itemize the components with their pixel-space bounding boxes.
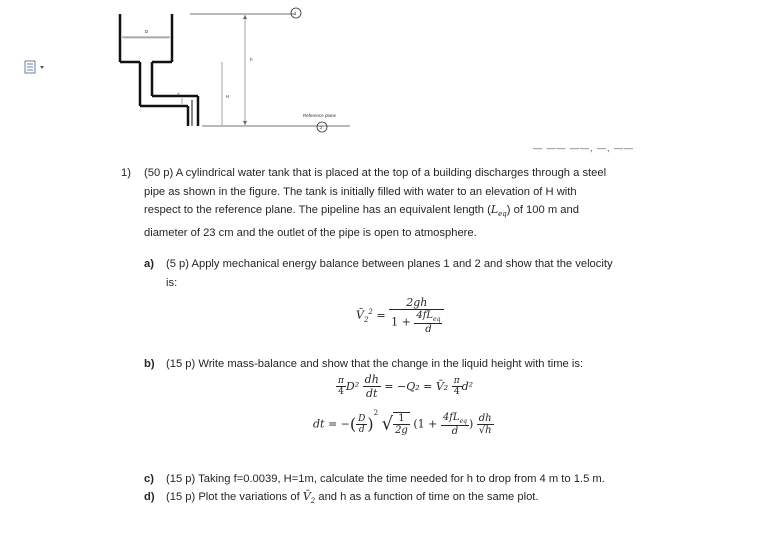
part-c-text: (15 p) Taking f=0.0039, H=1m, calculate the time needed for h to drop from 4 m to 1.5 m. — [166, 473, 605, 485]
reference-plane-label: Reference plane — [303, 113, 337, 118]
part-d-text: (15 p) Plot the variations of $V̄_2$ and h as a function of time on the same plot. — [166, 490, 539, 506]
part-b-label: b) — [144, 358, 155, 370]
part-b-text: (15 p) Write mass-balance and show that the change in the liquid height with time is: — [166, 358, 584, 370]
figure-label-H: H — [226, 94, 230, 99]
header-fragment: — —— ——, —, —— — [533, 143, 635, 153]
problem-text — [144, 164, 664, 242]
problem-line-3: respect to the reference plane. The pipeline has an equivalent length $(L_{eq})$ of 100 m and — [144, 203, 579, 219]
part-d-label: d) — [144, 491, 155, 503]
problem-line-4: diameter of 23 cm and the outlet of the pipe is open to atmosphere. — [144, 226, 477, 239]
problem-line-2: pipe as shown in the figure. The tank is initially filled with water to an elevation of H with — [144, 185, 577, 198]
figure-label-h: h — [250, 57, 253, 62]
equation-mass-balance: $\frac{\pi}{4}$ D² $\frac{dh}{dt}$ = −Q₂ = V̄₂ $\frac{\pi}{4}$ d² — [338, 373, 474, 400]
figure-label-d: d — [177, 92, 180, 97]
problem-number: 1) — [121, 167, 131, 179]
problem-line-1: A cylindrical water tank that is placed at the top of a building discharges through a steel — [175, 167, 607, 179]
part-c-label: c) — [144, 473, 154, 485]
tank-figure — [110, 0, 360, 140]
marker-1: 1 — [294, 11, 297, 16]
part-a-text: (5 p) Apply mechanical energy balance between planes 1 and 2 and show that the velocity is: — [166, 258, 613, 289]
equation-velocity: $V̄_2^2$ = 2gh 1 + $\frac{4fL_{eq}}{d}$ — [356, 296, 444, 340]
problem-points: (50 p) — [144, 167, 174, 179]
document-icon[interactable] — [24, 60, 37, 74]
marker-2: 2 — [320, 125, 323, 130]
figure-label-D: D — [145, 29, 149, 34]
equation-dt: dt = −( $\frac{D}{d}$ )$^2$ √ $\frac{1}{2g}$ (1 + $\frac{4fL_{eq}}{d}$ ) $\frac{dh}{√h}$ — [313, 409, 492, 437]
part-a-label: a) — [144, 258, 154, 270]
